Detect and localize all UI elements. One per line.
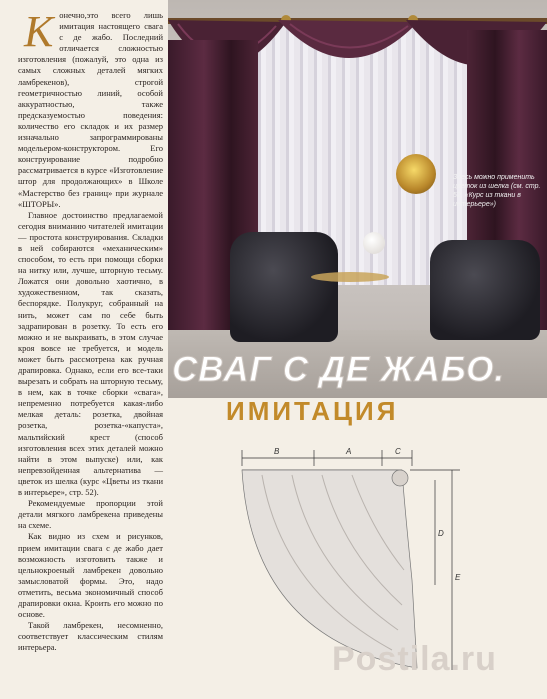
- dimension-b: B: [274, 447, 280, 456]
- interior-photo: [168, 0, 547, 398]
- article-paragraph: Такой ламбрекен, несомненно, соответствует классическим стилям интерьера.: [18, 620, 163, 653]
- right-armchair: [430, 240, 540, 340]
- dimension-a: A: [346, 447, 352, 456]
- article-intro: онечно,это всего лишь имитация настоящего свага с де жабо. Последний отличается сложностью изготовления (пожалуй, это одна из самых сложных деталей мягких ламбрекенов), строгой геометричностью линий, особой аккуратностью, также предсказуемостью поведения: количество его складок и их размер изначально запрограммированы модельером-конструктором. Его конструирование подробно рассматривается в курсе «Изготовление штор для продолжающих» в Школе «Мастерство без границ» при журнале «ШТОРЫ».: [18, 10, 163, 209]
- silk-flower: [396, 154, 436, 194]
- article-column: [18, 7, 163, 653]
- article-paragraph: Главное достоинство предлагаемой сегодня вниманию читателей имитации — простота конструирования. Складки в ней собираются «механическим» способом, то есть при помощи сборки на нитку или, лучше, шторную тесьму. Ложатся они довольно хаотично, в художественном, так сказать, беспорядке. Полукруг, собранный на нить, может сам по себе быть задрапирован в розетку. То есть его можно и не выкраивать, в этом случае кроя вовсе не требуется, и модель может быть рассмотрена как ручная драпировка. Однако, если его все-таки вырезать и собрать на шторную тесьму, в нем, как в точке сборки «свага», непременно потребуется какая-либо мелкая деталь: розетка, двойная розетка, розетка-«капуста», мальтийский крест (способ изготовления всех этих деталей можно найти в этом выпуске) или, как непревзойденная альтернатива — цветок из шелка (курс «Цветы из ткани в интерьере», стр. 52).: [18, 209, 163, 498]
- page-title: СВАГ С ДЕ ЖАБО.: [172, 350, 506, 389]
- page-subtitle: ИМИТАЦИЯ: [226, 396, 399, 426]
- left-armchair: [230, 232, 338, 342]
- dimension-c: C: [395, 447, 401, 456]
- table-lamp: [363, 232, 385, 254]
- drop-cap: К: [24, 7, 54, 56]
- watermark: Postila.ru: [332, 640, 497, 678]
- dimension-d: D: [438, 529, 444, 538]
- article-paragraph: Как видно из схем и рисунков, прием имитации свага с де жабо дает возможность изготовить также и цельнокроеный ламбрекен довольно замысловатой формы. Это, надо отметить, весьма экономичный способ драпировки окна. Кроить его можно по основе.: [18, 531, 163, 620]
- article-paragraph: Рекомендуемые пропорции этой детали мягкого ламбрекена приведены на схеме.: [18, 498, 163, 531]
- dimension-e: E: [455, 573, 461, 582]
- photo-caption: Здесь можно применить цветок из шелка (см. стр. 52, «Курс из ткани в интерьере»): [453, 174, 541, 208]
- glass-table: [311, 272, 389, 282]
